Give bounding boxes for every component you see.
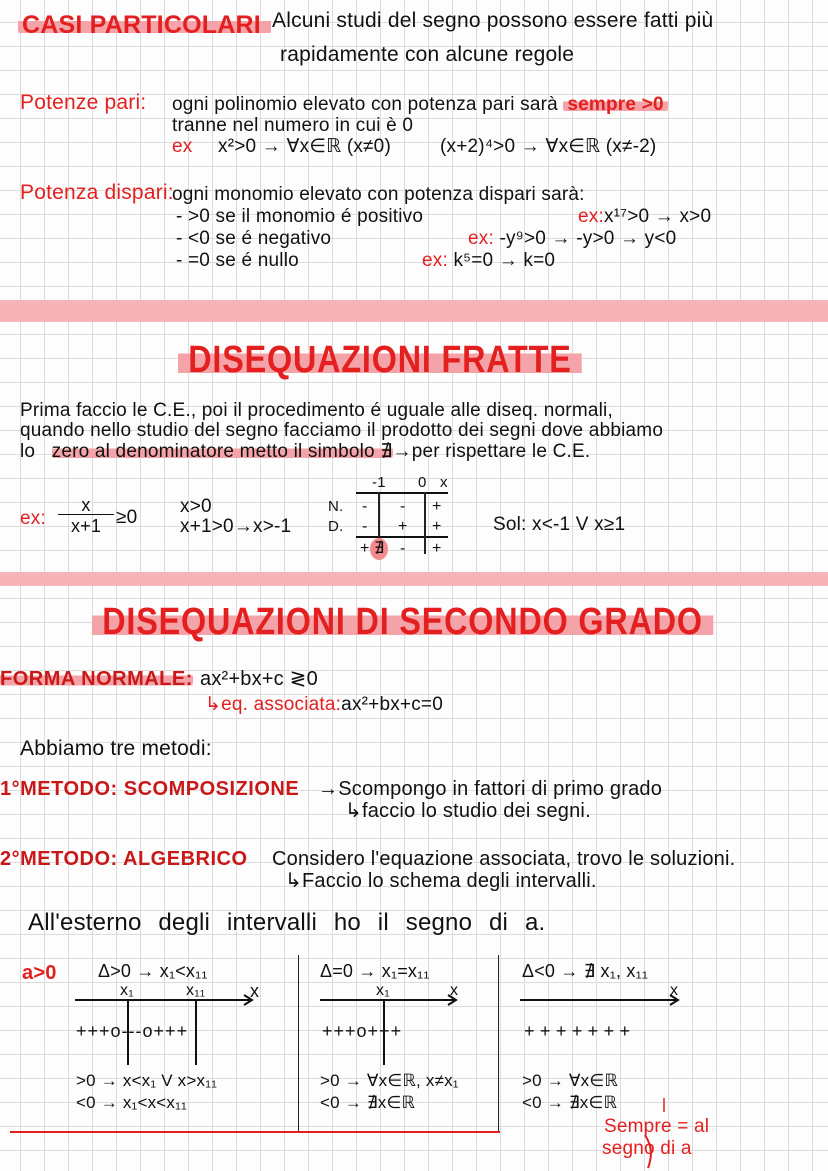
- panel-3-pos: >0 → ∀x∈ℝ: [522, 1071, 619, 1090]
- n-sign: +: [432, 498, 442, 515]
- fratte-step-1: x>0: [180, 496, 212, 517]
- fratte-ex-label: ex:: [20, 508, 46, 529]
- ex-label: ex:: [422, 250, 448, 271]
- d-sign: +: [432, 518, 442, 535]
- row-label-n: N.: [328, 498, 344, 515]
- prod-sign: +: [360, 540, 370, 557]
- rule-zero: - =0 se é nullo: [176, 250, 299, 271]
- tick: x₁: [120, 982, 134, 999]
- metodi-intro: Abbiamo tre metodi:: [20, 737, 212, 760]
- panel-1-head: Δ>0 → x₁<x₁₁: [98, 961, 208, 981]
- tick: x₁: [376, 982, 390, 999]
- pari-example-1: x²>0 → ∀x∈ℝ (x≠0): [218, 136, 391, 157]
- tick-x: x: [440, 474, 448, 491]
- forma-normale: ax²+bx+c ≷0: [200, 668, 318, 690]
- panel-1-neg: <0 → x₁<x<x₁₁: [76, 1093, 187, 1112]
- metodo-2-step-2: ↳Faccio lo schema degli intervalli.: [285, 870, 597, 892]
- panel-2-signs: +++o+++: [322, 1021, 403, 1041]
- prod-sign: -: [400, 540, 406, 557]
- ex-value: x¹⁷>0 → x>0: [603, 206, 712, 227]
- tick-minus1: -1: [372, 474, 386, 491]
- panel-2-neg: <0 → ∄x∈ℝ: [320, 1093, 416, 1112]
- p3-start: lo: [20, 441, 36, 462]
- panel-3-head: Δ<0 → ∄ x₁, x₁₁: [522, 961, 649, 981]
- ex-label: ex:: [578, 206, 604, 227]
- pari-emphasis: sempre >0: [563, 94, 667, 115]
- panel-3-signs: + + + + + + +: [524, 1021, 631, 1041]
- potenza-dispari-text: ogni monomio elevato con potenza dispari sarà:: [172, 184, 585, 205]
- eq-associata-label: ↳eq. associata:: [205, 694, 342, 715]
- tick: x: [670, 982, 679, 999]
- metodo-1-step-2: ↳faccio lo studio dei segni.: [345, 800, 591, 822]
- ex-label: ex:: [468, 228, 494, 249]
- intro-line-2: rapidamente con alcune regole: [280, 43, 575, 66]
- panel-1-signs: +++o---o+++: [76, 1021, 189, 1041]
- metodo-1-step-1: →Scompongo in fattori di primo grado: [318, 778, 663, 800]
- d-sign: -: [362, 518, 368, 535]
- d-sign: +: [398, 518, 408, 535]
- a-positive-label: a>0: [22, 962, 57, 984]
- fraction-denominator: x+1: [70, 516, 102, 536]
- potenza-dispari-label: Potenza dispari:: [20, 181, 174, 204]
- metodo-2-step-1: Considero l'equazione associata, trovo le soluzioni.: [272, 848, 736, 870]
- panel-2-pos: >0 → ∀x∈ℝ, x≠x₁: [320, 1071, 459, 1090]
- potenze-pari-label: Potenze pari:: [20, 91, 147, 114]
- potenze-pari-text-2: tranne nel numero in cui è 0: [172, 115, 414, 136]
- row-label-d: D.: [328, 518, 344, 535]
- p3-end: →per rispettare le C.E.: [392, 441, 591, 462]
- not-exists-symbol: ∄: [374, 540, 385, 557]
- tick-0: 0: [418, 474, 427, 491]
- section-title-secondo: DISEQUAZIONI DI SECONDO GRADO: [92, 600, 713, 644]
- rule-negative: - <0 se é negativo: [176, 228, 332, 249]
- pari-ex-label: ex: [172, 136, 193, 157]
- eq-associata-value: ax²+bx+c=0: [341, 694, 443, 715]
- section-title-casi: CASI PARTICOLARI: [18, 12, 271, 38]
- pari-example-2: (x+2)⁴>0 → ∀x∈ℝ (x≠-2): [440, 136, 657, 157]
- fraction-numerator: x: [58, 496, 114, 515]
- note-line-1: Sempre = al: [604, 1116, 710, 1137]
- forma-normale-label: FORMA NORMALE:: [0, 668, 193, 690]
- fratte-para-1: Prima faccio le C.E., poi il procedimento é uguale alle diseq. normali,: [20, 400, 613, 421]
- p3-highlight: zero al denominatore metto il simbolo ∄: [51, 441, 393, 462]
- metodo-1-label: 1°METODO: SCOMPOSIZIONE: [0, 778, 300, 800]
- fraction-relation: ≥0: [116, 507, 138, 528]
- n-sign: -: [400, 498, 406, 515]
- fratte-step-2: x+1>0→x>-1: [180, 516, 292, 537]
- prod-sign: +: [432, 540, 442, 557]
- panel-2-head: Δ=0 → x₁=x₁₁: [320, 961, 430, 981]
- ex-value: k⁵=0 → k=0: [453, 250, 556, 271]
- tick: x₁₁: [186, 982, 206, 999]
- ex-value: -y⁹>0 → -y>0 → y<0: [499, 228, 677, 249]
- panel-1-pos: >0 → x<x₁ V x>x₁₁: [76, 1071, 218, 1090]
- panel-3-neg: <0 → ∄x∈ℝ: [522, 1093, 618, 1112]
- esterno-rule: All'esterno degli intervalli ho il segno di a.: [28, 909, 546, 936]
- intro-line-1: Alcuni studi del segno possono essere fatti più: [272, 9, 714, 32]
- note-line-2: segno di a: [602, 1138, 692, 1159]
- fratte-solution: Sol: x<-1 V x≥1: [493, 514, 626, 535]
- section-title-fratte: DISEQUAZIONI FRATTE: [178, 338, 582, 382]
- rule-positive: - >0 se il monomio é positivo: [176, 206, 424, 227]
- tick: x: [250, 981, 260, 1001]
- tick: x: [450, 982, 459, 999]
- fratte-para-2: quando nello studio del segno facciamo il prodotto dei segni dove abbiamo: [20, 420, 664, 441]
- n-sign: -: [362, 498, 368, 515]
- metodo-2-label: 2°METODO: ALGEBRICO: [0, 848, 248, 870]
- pari-text: ogni polinomio elevato con potenza pari sarà: [172, 94, 558, 115]
